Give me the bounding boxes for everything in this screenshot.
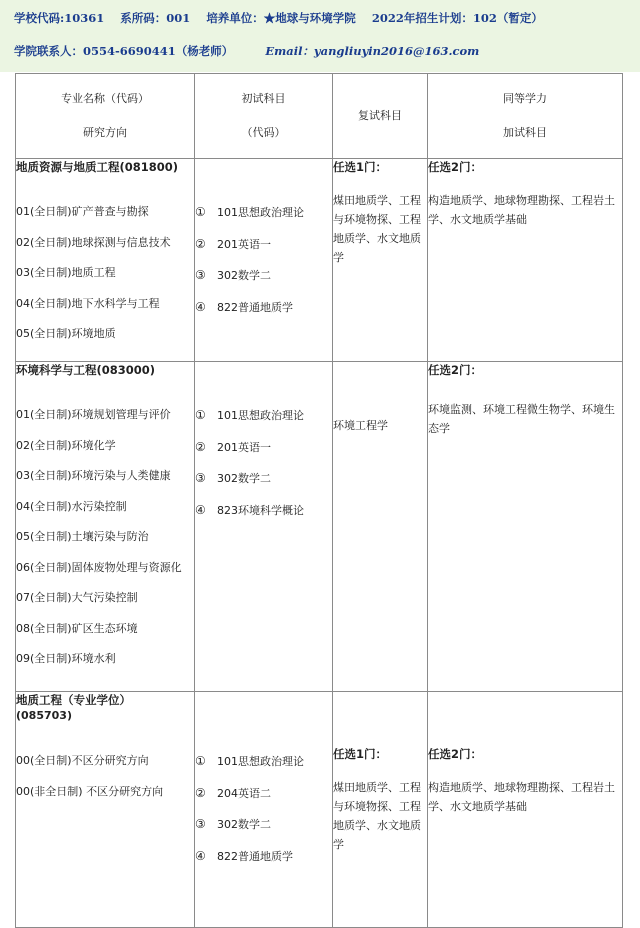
enrollment-plan: 2022年招生计划：102（暂定） xyxy=(371,11,543,25)
direction-item: 01(全日制)矿产普查与勘探 xyxy=(16,205,149,218)
direction-item: 04(全日制)地下水科学与工程 xyxy=(16,296,160,310)
table-header-row xyxy=(16,74,623,159)
contact-email: Email：yangliuyin2016@163.com xyxy=(265,44,480,58)
direction-item: 01(全日制)环境规划管理与评价 xyxy=(16,408,171,421)
exam-cell xyxy=(195,362,333,692)
table-row xyxy=(16,159,623,362)
extra-cell xyxy=(428,692,623,928)
exam-subject: ④ 822普通地质学 xyxy=(195,299,293,314)
direction-item: 03(全日制)环境污染与人类健康 xyxy=(16,469,171,482)
exam-subject: ③ 302数学二 xyxy=(195,471,271,485)
direction-item: 06(全日制)固体废物处理与资源化 xyxy=(16,560,182,574)
exam-subject: ② 201英语一 xyxy=(195,236,271,251)
direction-item: 02(全日制)环境化学 xyxy=(16,438,116,452)
direction-item: 05(全日制)土壤污染与防治 xyxy=(16,530,149,543)
extra-label: 任选2门： xyxy=(428,160,483,174)
dept-code: 系所码：001 xyxy=(120,11,191,25)
major-cell xyxy=(16,692,195,928)
exam-cell xyxy=(195,159,333,362)
extra-subjects: 环境监测、环境工程微生物学、环境生态学 xyxy=(428,403,615,435)
major-name: 地质工程（专业学位） xyxy=(16,693,131,707)
program-table xyxy=(15,73,623,928)
retest-subjects: 环境工程学 xyxy=(333,419,388,432)
major-cell xyxy=(16,362,195,692)
exam-subject: ① 101思想政治理论 xyxy=(195,754,304,768)
major-name: 环境科学与工程(083000) xyxy=(16,363,156,377)
retest-label xyxy=(333,362,427,378)
header-extra: 同等学力 加试科目 xyxy=(428,74,623,159)
header-line-2 xyxy=(14,43,491,59)
exam-cell xyxy=(195,692,333,928)
header-line-1 xyxy=(14,10,555,26)
school-code: 学校代码:10361 xyxy=(14,11,105,25)
retest-cell xyxy=(333,362,428,692)
table-row xyxy=(16,362,623,692)
major-name: 地质资源与地质工程(081800) xyxy=(16,160,179,174)
header-exam: 初试科目 （代码） xyxy=(195,74,333,159)
direction-item: 05(全日制)环境地质 xyxy=(16,327,116,340)
retest-cell xyxy=(333,159,428,362)
major-code: (085703) xyxy=(16,709,72,722)
header-retest: 复试科目 xyxy=(333,74,428,159)
extra-cell xyxy=(428,362,623,692)
direction-item: 07(全日制)大气污染控制 xyxy=(16,591,138,604)
direction-item: 00(非全日制) 不区分研究方向 xyxy=(16,784,164,798)
training-unit: 培养单位：★地球与环境学院 xyxy=(206,11,356,25)
direction-item: 04(全日制)水污染控制 xyxy=(16,499,127,513)
contact-person: 学院联系人：0554-6690441（杨老师） xyxy=(14,44,234,58)
exam-subject: ④ 822普通地质学 xyxy=(195,848,293,863)
table-row xyxy=(16,692,623,928)
exam-subject: ③ 302数学二 xyxy=(195,817,271,831)
retest-label: 任选1门： xyxy=(333,160,388,174)
exam-subject: ① 101思想政治理论 xyxy=(195,408,304,422)
header-major: 专业名称（代码） 研究方向 xyxy=(16,74,195,159)
retest-subjects: 煤田地质学、工程与环境物探、工程地质学、水文地质学 xyxy=(333,194,421,264)
admission-header xyxy=(0,0,640,72)
direction-item: 09(全日制)环境水利 xyxy=(16,652,116,665)
exam-subject: ④ 823环境科学概论 xyxy=(195,502,304,517)
direction-item: 00(全日制)不区分研究方向 xyxy=(16,754,149,767)
retest-cell xyxy=(333,692,428,928)
extra-cell xyxy=(428,159,623,362)
major-cell xyxy=(16,159,195,362)
direction-item: 03(全日制)地质工程 xyxy=(16,266,116,279)
exam-subject: ③ 302数学二 xyxy=(195,268,271,282)
extra-subjects: 构造地质学、地球物理勘探、工程岩土学、水文地质学基础 xyxy=(428,194,615,226)
exam-subject: ① 101思想政治理论 xyxy=(195,205,304,219)
extra-label: 任选2门： xyxy=(428,747,483,761)
exam-subject: ② 201英语一 xyxy=(195,439,271,454)
retest-label: 任选1门： xyxy=(333,747,388,761)
extra-label: 任选2门： xyxy=(428,363,483,377)
extra-subjects: 构造地质学、地球物理勘探、工程岩土学、水文地质学基础 xyxy=(428,781,615,813)
retest-subjects: 煤田地质学、工程与环境物探、工程地质学、水文地质学 xyxy=(333,781,421,851)
exam-subject: ② 204英语二 xyxy=(195,785,271,800)
direction-item: 02(全日制)地球探测与信息技术 xyxy=(16,235,171,249)
direction-item: 08(全日制)矿区生态环境 xyxy=(16,621,138,635)
